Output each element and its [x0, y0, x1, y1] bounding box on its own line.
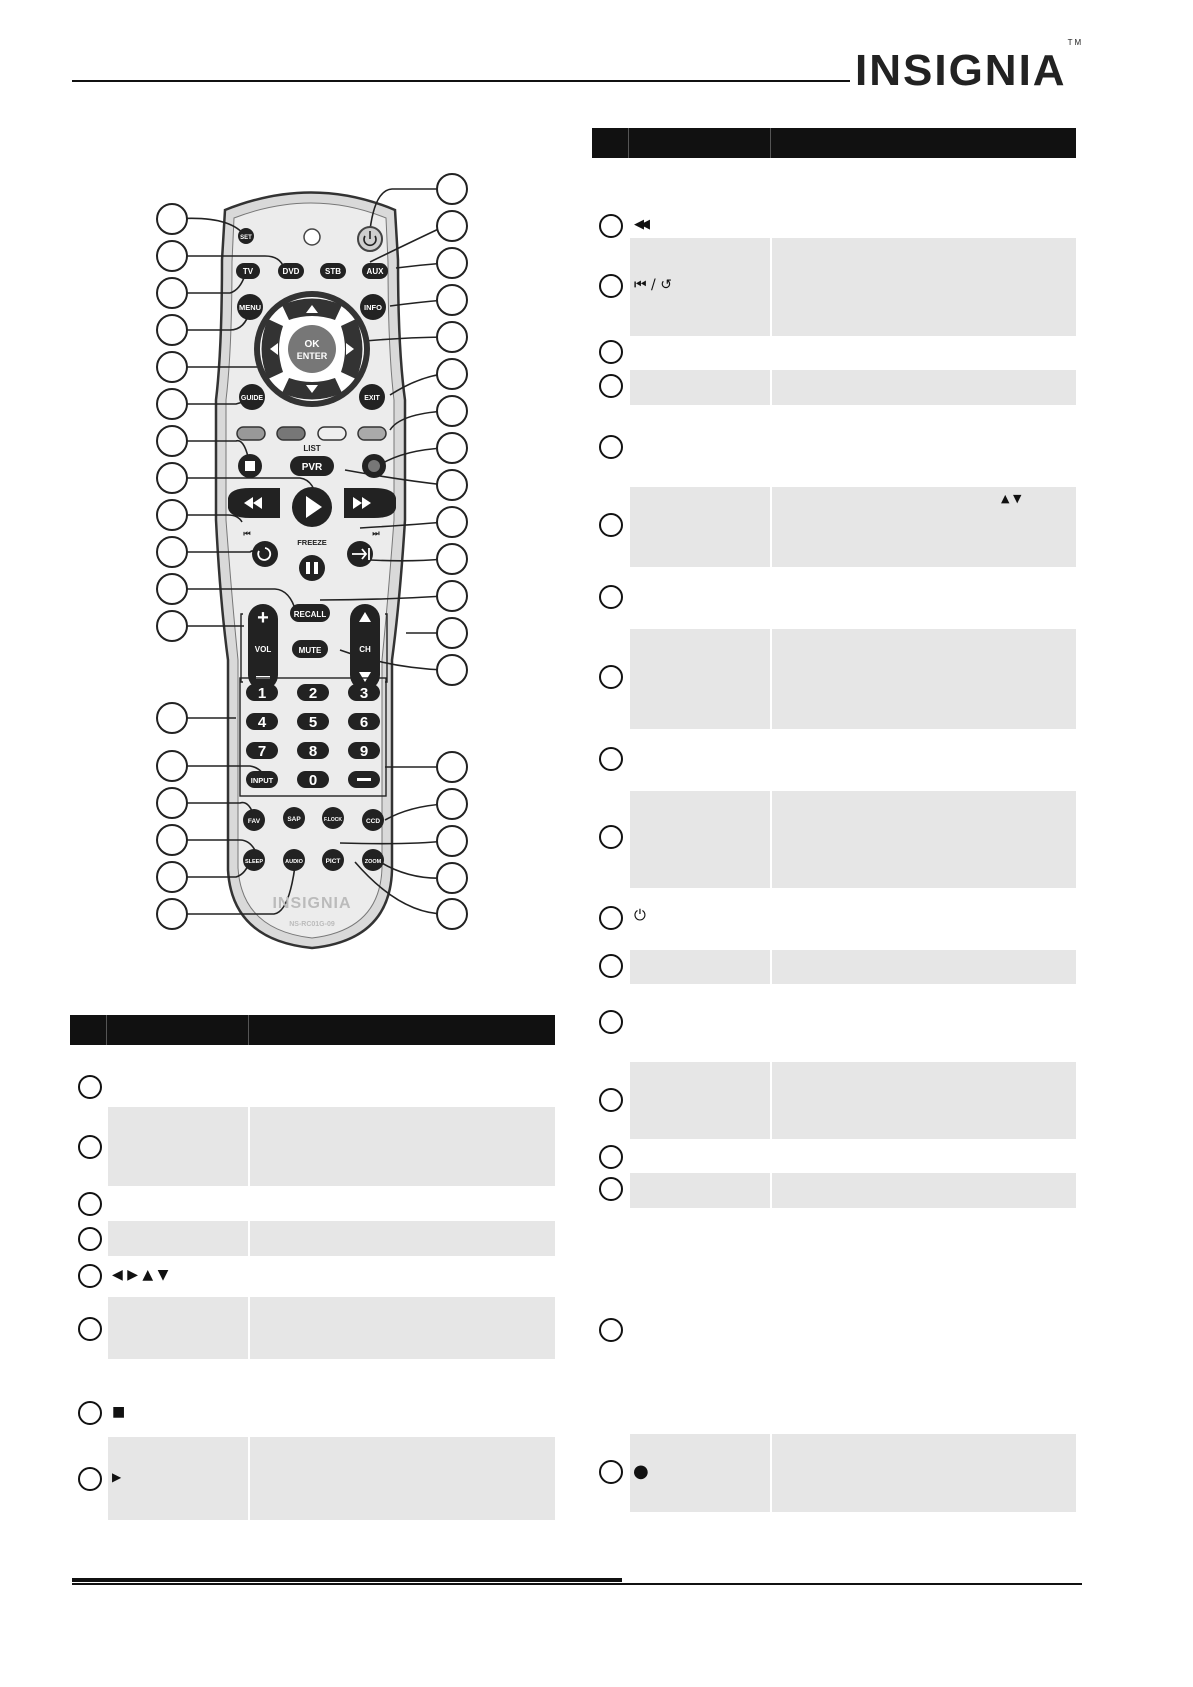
digit-2: 2 [308, 685, 318, 702]
row-number-circle [599, 435, 623, 459]
stop-icon: ■ [112, 1404, 126, 1420]
row-number-circle [599, 340, 623, 364]
right-table-header [592, 128, 1076, 158]
table-row [592, 791, 1076, 888]
digit-7: 7 [257, 743, 267, 760]
insignia-logo [855, 38, 1084, 96]
remote-brand-text: INSIGNIA [272, 895, 352, 912]
row-number-circle [599, 1088, 623, 1112]
right-table [592, 128, 1076, 1512]
audio-label: AUDIO [285, 859, 303, 865]
rewind-icon: ◀◀ [634, 217, 646, 232]
row-number-circle [599, 747, 623, 771]
row-number-circle [78, 1135, 102, 1159]
digit-3: 3 [359, 685, 369, 702]
row-number-circle [78, 1075, 102, 1099]
svg-text:⏮: ⏮ [243, 529, 251, 538]
table-row [592, 1434, 1076, 1512]
digit-8: 8 [308, 743, 318, 760]
digit-4: 4 [257, 714, 267, 731]
set-label: SET [240, 235, 252, 241]
row-number-circle [599, 665, 623, 689]
row-number-circle [599, 274, 623, 298]
flock-label: F.LOCK [323, 817, 343, 823]
ok-label: OK [304, 339, 320, 350]
row-number-circle [599, 1318, 623, 1342]
table-row [592, 888, 1076, 950]
zoom-label: ZOOM [364, 859, 382, 865]
table-row [70, 1107, 555, 1186]
pvr-label: PVR [301, 462, 323, 473]
aux-label: AUX [366, 267, 384, 276]
row-number-circle [78, 1401, 102, 1425]
row-number-circle [599, 513, 623, 537]
menu-label: MENU [238, 303, 262, 312]
stb-label: STB [325, 267, 341, 276]
digit-6: 6 [359, 714, 369, 731]
enter-label: ENTER [296, 351, 328, 361]
row-number-circle [599, 1177, 623, 1201]
row-number-circle [78, 1317, 102, 1341]
exit-label: EXIT [364, 395, 380, 402]
row-number-circle [78, 1264, 102, 1288]
table-row [70, 1221, 555, 1256]
row-number-circle [599, 1460, 623, 1484]
ccd-label: CCD [365, 818, 381, 825]
digit-9: 9 [359, 743, 369, 760]
trademark-mark: TM [1067, 38, 1084, 48]
channel-arrows-icon: ▲ ▼ [1001, 492, 1022, 505]
vol-label: VOL [254, 645, 272, 654]
guide-label: GUIDE [240, 395, 264, 402]
table-row [592, 336, 1076, 370]
svg-text:+: + [257, 607, 269, 629]
row-number-circle [599, 374, 623, 398]
row-number-circle [599, 906, 623, 930]
footer-rule-thick [72, 1578, 622, 1582]
sleep-label: SLEEP [244, 859, 264, 865]
table-row [592, 629, 1076, 729]
play-icon: ▶ [112, 1470, 122, 1484]
info-label: INFO [364, 303, 382, 312]
table-row [592, 729, 1076, 791]
row-number-circle [78, 1227, 102, 1251]
table-row [592, 1173, 1076, 1208]
input-label: INPUT [250, 776, 274, 785]
row-number-circle [599, 214, 623, 238]
ch-label: CH [359, 645, 371, 654]
table-row [592, 567, 1076, 629]
table-row [592, 160, 1076, 238]
row-number-circle [78, 1467, 102, 1491]
remote-model-text: NS-RC01G-09 [289, 921, 335, 928]
power-icon: ⏻ [634, 906, 646, 924]
brand-text: INSIGNIA [855, 46, 1067, 95]
table-row [70, 1186, 555, 1221]
table-row [592, 950, 1076, 984]
digit-0: 0 [308, 772, 318, 789]
dvd-label: DVD [282, 267, 300, 276]
remote-illustration [140, 160, 480, 960]
table-row [70, 1297, 555, 1359]
sap-label: SAP [287, 816, 301, 823]
table-row [592, 1062, 1076, 1139]
table-row [592, 1208, 1076, 1434]
list-label: LIST [303, 444, 321, 453]
row-number-circle [599, 825, 623, 849]
table-row [592, 1139, 1076, 1173]
table-row [592, 238, 1076, 336]
table-row [592, 487, 1076, 567]
left-table [70, 1015, 555, 1520]
table-row [592, 984, 1076, 1062]
row-number-circle [599, 1145, 623, 1169]
svg-text:⏭: ⏭ [372, 529, 380, 538]
record-icon: ● [633, 1461, 649, 1482]
skip-back-replay-icon: ⏮ / ↺ [634, 277, 672, 293]
digit-1: 1 [257, 685, 267, 702]
left-table-header [70, 1015, 555, 1045]
arrow-keys-symbol: ◀ ▶ ▲ ▼ [112, 1267, 169, 1283]
tv-label: TV [242, 267, 254, 276]
table-row [592, 405, 1076, 487]
footer-rule [72, 1583, 1082, 1585]
table-row [70, 1437, 555, 1520]
digit-5: 5 [308, 714, 318, 731]
header-rule [72, 80, 850, 82]
pict-label: PICT [325, 858, 341, 865]
row-number-circle [78, 1192, 102, 1216]
table-row [592, 370, 1076, 405]
row-number-circle [599, 585, 623, 609]
freeze-label: FREEZE [297, 538, 327, 547]
mute-label: MUTE [298, 646, 322, 655]
fav-label: FAV [247, 818, 261, 825]
row-number-circle [599, 1010, 623, 1034]
table-row [70, 1359, 555, 1437]
recall-label: RECALL [293, 610, 327, 619]
row-number-circle [599, 954, 623, 978]
